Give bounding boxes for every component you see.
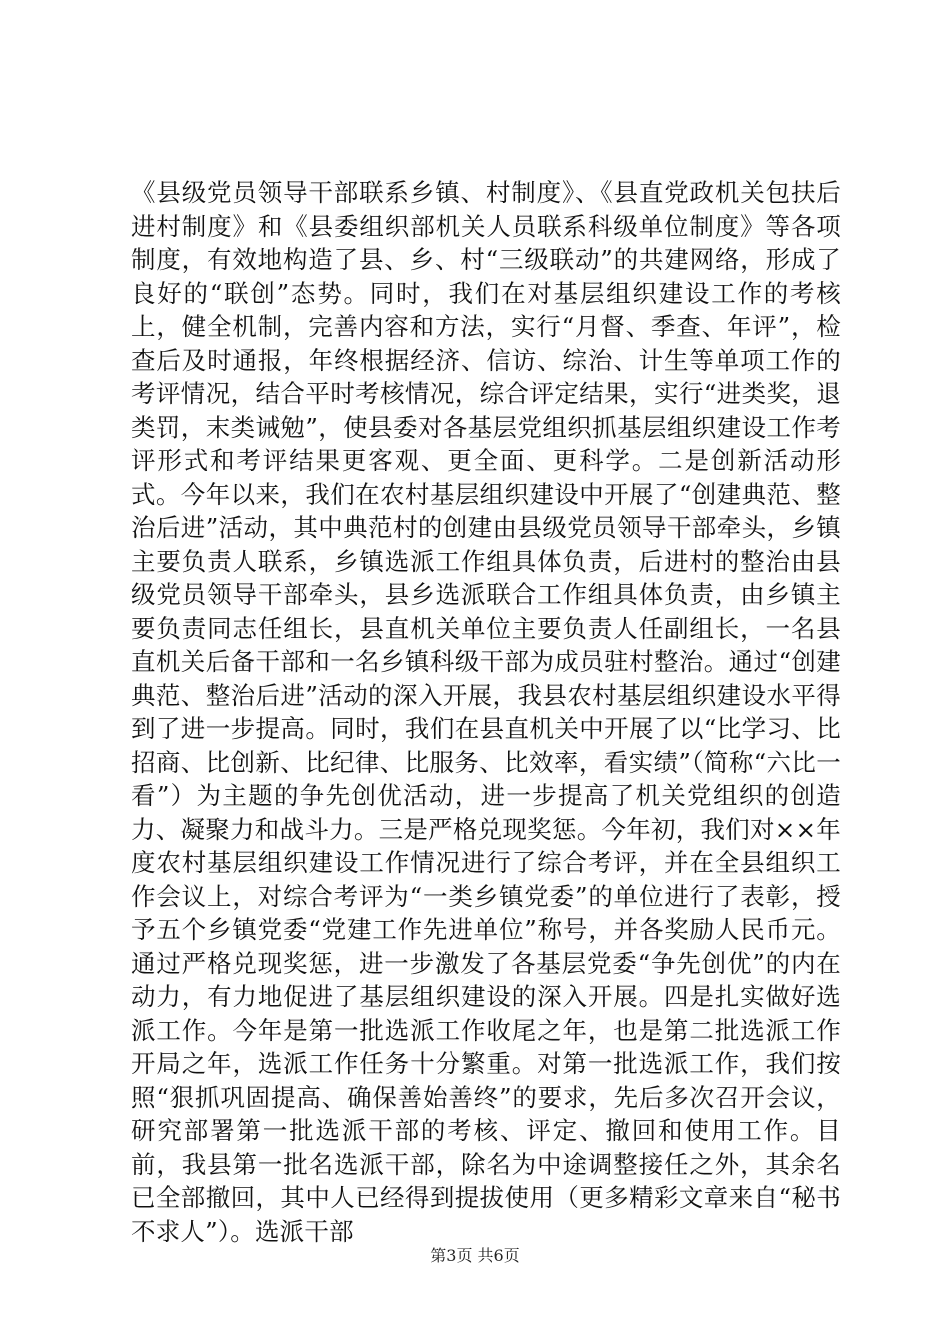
page-number-footer: 第3页 共6页 [430, 1246, 520, 1265]
body-paragraph: 《县级党员领导干部联系乡镇、村制度》、《县直党政机关包扶后进村制度》和《县委组织部机关人员联系科级单位制度》等各项制度，有效地构造了县、乡、村“三级联动”的共建网络，形成了良好的“联创”态势。同时，我们在对基层组织建设工作的考核上，健全机制，完善内容和方法，实行“月督、季查、年评”，检查后及时通报，年终根据经济、信访、综治、计生等单项工作的考评情况，结合平时考核情况，综合评定结果，实行“进类奖，退类罚，末类诫勉”，使县委对各基层党组织抓基层组织建设工作考评形式和考评结果更客观、更全面、更科学。二是创新活动形式。今年以来，我们在农村基层组织建设中开展了“创建典范、整治后进”活动，其中典范村的创建由县级党员领导干部牵头，乡镇主要负责人联系，乡镇选派工作组具体负责，后进村的整治由县级党员领导干部牵头，县乡选派联合工作组具体负责，由乡镇主要负责同志任组长，县直机关单位主要负责人任副组长，一名县直机关后备干部和一名乡镇科级干部为成员驻村整治。通过“创建典范、整治后进”活动的深入开展，我县农村基层组织建设水平得到了进一步提高。同时，我们在县直机关中开展了以“比学习、比招商、比创新、比纪律、比服务、比效率，看实绩”（简称“六比一看”）为主题的争先创优活动，进一步提高了机关党组织的创造力、凝聚力和战斗力。三是严格兑现奖惩。今年初，我们对××年度农村基层组织建设工作情况进行了综合考评，并在全县组织工作会议上，对综合考评为“一类乡镇党委”的单位进行了表彰，授予五个乡镇党委“党建工作先进单位”称号，并各奖励人民币元。通过严格兑现奖惩，进一步激发了各基层党委“争先创优”的内在动力，有力地促进了基层组织建设的深入开展。四是扎实做好选派工作。今年是第一批选派工作收尾之年，也是第二批选派工作开局之年，选派工作任务十分繁重。对第一批选派工作，我们按照“狠抓巩固提高、确保善始善终”的要求，先后多次召开会议，研究部署第一批选派干部的考核、评定、撤回和使用工作。目前，我县第一批名选派干部，除名为中途调整接任之外，其余名已全部撤回，其中人已经得到提拔使用（更多精彩文章来自“秘书不求人”）。选派干部 [131, 178, 841, 1246]
